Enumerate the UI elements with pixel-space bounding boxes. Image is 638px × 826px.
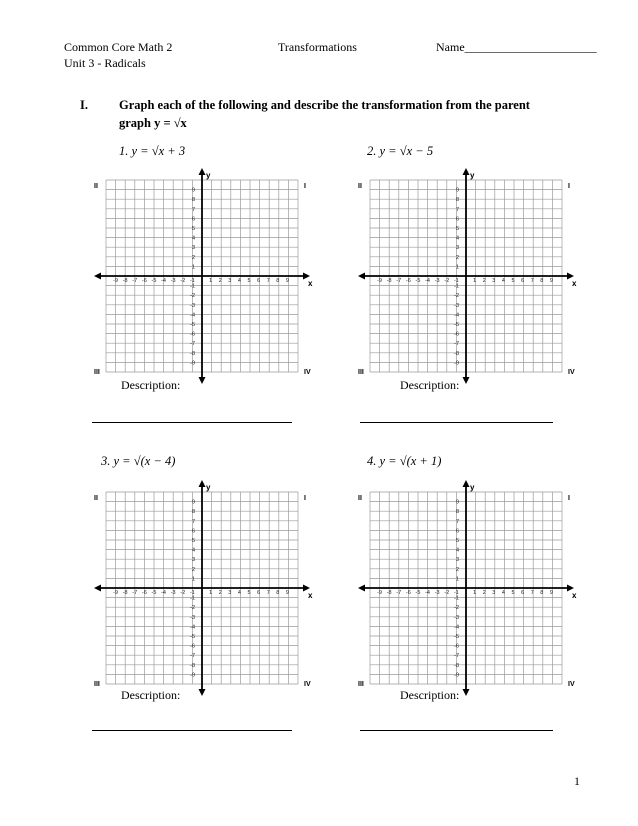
y-tick-label: -4: [454, 312, 459, 319]
x-tick-label: -3: [434, 590, 440, 596]
x-tick-label: 3: [228, 590, 232, 596]
quadrant-label: I: [568, 183, 570, 190]
y-axis-label: y: [470, 171, 475, 180]
problem-4-label: 4. y = √(x + 1): [367, 454, 442, 468]
y-tick-label: -9: [454, 360, 459, 367]
x-tick-label: -5: [151, 278, 157, 284]
x-tick-label: 9: [285, 590, 289, 596]
x-tick-label: 2: [218, 278, 222, 284]
y-tick-label: 4: [455, 547, 459, 554]
problem-1-answer-line[interactable]: [92, 422, 292, 423]
y-tick-label: -8: [454, 662, 459, 669]
x-tick-label: 6: [257, 590, 261, 596]
y-tick-label: -9: [190, 672, 195, 679]
quadrant-label: II: [94, 183, 98, 190]
y-axis-arrow-up: [463, 168, 470, 175]
x-tick-label: 8: [540, 590, 544, 596]
y-tick-label: -6: [190, 643, 195, 650]
problem-2-label: 2. y = √x − 5: [367, 144, 434, 158]
y-tick-label: -3: [190, 614, 195, 621]
x-axis-label: x: [572, 591, 577, 600]
x-axis-arrow-left: [94, 273, 101, 280]
y-tick-label: -7: [454, 341, 459, 348]
quadrant-label: II: [358, 495, 362, 502]
y-tick-label: 5: [455, 226, 459, 232]
quadrant-label: II: [94, 495, 98, 502]
x-tick-label: -6: [141, 590, 147, 596]
x-tick-label: 5: [511, 590, 515, 596]
x-tick-label: 4: [237, 590, 241, 596]
section-title-line2: graph y = √x: [119, 116, 187, 130]
y-tick-label: 5: [191, 226, 195, 232]
graph-grid-3[interactable]: [92, 482, 313, 688]
quadrant-label: I: [304, 495, 306, 502]
y-tick-label: -7: [190, 653, 195, 660]
y-tick-label: 3: [191, 557, 195, 564]
y-tick-label: 4: [191, 547, 195, 554]
x-tick-label: -4: [425, 278, 430, 284]
x-tick-label: -8: [122, 590, 128, 596]
quadrant-label: IV: [304, 369, 311, 376]
x-tick-label: 2: [482, 590, 486, 596]
problem-2-answer-line[interactable]: [360, 422, 553, 423]
x-tick-label: -4: [161, 278, 166, 284]
x-tick-label: 4: [501, 590, 505, 596]
x-tick-label: -2: [180, 278, 186, 284]
y-axis-arrow-down: [463, 377, 470, 384]
problem-1-label: 1. y = √x + 3: [119, 144, 186, 158]
y-tick-label: 8: [455, 197, 459, 204]
x-tick-label: 5: [511, 278, 515, 284]
y-tick-label: 2: [191, 254, 195, 261]
y-axis-label: y: [206, 171, 211, 180]
x-axis-label: x: [572, 279, 577, 288]
x-tick-label: 2: [218, 590, 222, 596]
y-tick-label: 3: [455, 245, 459, 252]
quadrant-label: III: [358, 681, 364, 688]
quadrant-label: I: [568, 495, 570, 502]
y-tick-label: -3: [454, 302, 459, 309]
x-tick-label: -7: [396, 590, 402, 596]
x-tick-label: -6: [141, 278, 147, 284]
x-tick-label: -1: [189, 590, 195, 596]
x-tick-label: -5: [415, 278, 421, 284]
y-tick-label: -3: [190, 302, 195, 309]
quadrant-label: III: [94, 369, 100, 376]
y-tick-label: -5: [454, 634, 459, 640]
quadrant-label: II: [358, 183, 362, 190]
graph-grid-1[interactable]: [92, 170, 313, 376]
y-tick-label: -9: [454, 672, 459, 679]
y-axis-arrow-down: [463, 689, 470, 696]
x-tick-label: -7: [132, 590, 138, 596]
y-tick-label: 3: [191, 245, 195, 252]
x-tick-label: 7: [530, 278, 534, 284]
y-tick-label: 1: [455, 576, 459, 583]
y-tick-label: -2: [190, 293, 195, 300]
quadrant-label: III: [94, 681, 100, 688]
y-tick-label: -6: [190, 331, 195, 338]
x-tick-label: 1: [473, 278, 477, 284]
y-tick-label: -2: [190, 605, 195, 612]
problem-3-answer-line[interactable]: [92, 730, 292, 731]
x-axis-arrow-left: [358, 585, 365, 592]
unit-title: Unit 3 - Radicals: [64, 56, 146, 70]
problem-4-description-label: Description:: [400, 688, 460, 702]
y-tick-label: 6: [455, 528, 459, 535]
y-tick-label: -5: [454, 322, 459, 328]
topic-title: Transformations: [278, 40, 357, 54]
section-title: [119, 96, 569, 132]
y-axis-arrow-up: [199, 480, 206, 487]
y-axis-arrow-up: [463, 480, 470, 487]
y-tick-label: -8: [454, 350, 459, 357]
x-axis-label: x: [308, 279, 313, 288]
y-tick-label: 4: [455, 235, 459, 242]
y-tick-label: -2: [454, 293, 459, 300]
problem-2-description-label: Description:: [400, 378, 460, 392]
x-tick-label: 3: [228, 278, 232, 284]
y-tick-label: -5: [190, 634, 195, 640]
y-tick-label: 9: [191, 499, 195, 506]
y-tick-label: -6: [454, 331, 459, 338]
x-tick-label: 9: [285, 278, 289, 284]
section-title-line1: Graph each of the following and describe the transformation from the parent: [119, 98, 530, 112]
x-tick-label: 5: [247, 278, 251, 284]
y-tick-label: -8: [190, 350, 195, 357]
y-tick-label: -7: [454, 653, 459, 660]
x-tick-label: -1: [453, 278, 459, 284]
section-number: I.: [80, 98, 88, 112]
y-tick-label: 9: [455, 187, 459, 194]
y-tick-label: 6: [191, 528, 195, 535]
y-tick-label: -1: [454, 283, 459, 290]
y-tick-label: -8: [190, 662, 195, 669]
x-tick-label: 6: [257, 278, 261, 284]
x-tick-label: -8: [122, 278, 128, 284]
y-axis-arrow-down: [199, 377, 206, 384]
x-tick-label: -8: [386, 590, 392, 596]
x-tick-label: 4: [501, 278, 505, 284]
x-tick-label: -9: [113, 590, 118, 596]
x-tick-label: 7: [266, 278, 270, 284]
x-tick-label: -2: [180, 590, 186, 596]
x-tick-label: -3: [170, 590, 176, 596]
y-tick-label: -1: [190, 283, 195, 290]
problem-3-label: 3. y = √(x − 4): [101, 454, 176, 468]
x-axis-arrow-left: [358, 273, 365, 280]
x-tick-label: 2: [482, 278, 486, 284]
x-tick-label: -6: [405, 278, 411, 284]
quadrant-label: IV: [568, 681, 575, 688]
problem-1-description-label: Description:: [121, 378, 181, 392]
quadrant-label: IV: [304, 681, 311, 688]
x-tick-label: 7: [266, 590, 270, 596]
x-tick-label: -3: [434, 278, 440, 284]
y-tick-label: -7: [190, 341, 195, 348]
quadrant-label: I: [304, 183, 306, 190]
y-tick-label: 3: [455, 557, 459, 564]
x-tick-label: 3: [492, 590, 496, 596]
y-tick-label: -2: [454, 605, 459, 612]
x-tick-label: -4: [161, 590, 166, 596]
y-tick-label: -5: [190, 322, 195, 328]
graph-grid-4[interactable]: [356, 482, 577, 688]
x-axis-arrow-left: [94, 585, 101, 592]
x-tick-label: -5: [151, 590, 157, 596]
y-tick-label: -1: [190, 595, 195, 602]
course-title: Common Core Math 2: [64, 40, 173, 54]
x-tick-label: 1: [473, 590, 477, 596]
y-tick-label: 6: [191, 216, 195, 223]
x-tick-label: -2: [444, 590, 450, 596]
y-tick-label: 8: [455, 509, 459, 516]
quadrant-label: III: [358, 369, 364, 376]
x-tick-label: 4: [237, 278, 241, 284]
x-tick-label: -2: [444, 278, 450, 284]
y-axis-arrow-down: [199, 689, 206, 696]
y-tick-label: 1: [191, 576, 195, 583]
x-tick-label: -3: [170, 278, 176, 284]
y-tick-label: 2: [455, 254, 459, 261]
y-tick-label: -6: [454, 643, 459, 650]
y-tick-label: 7: [191, 518, 195, 525]
x-tick-label: 5: [247, 590, 251, 596]
x-tick-label: -9: [113, 278, 118, 284]
graph-grid-2[interactable]: [356, 170, 577, 376]
x-tick-label: 3: [492, 278, 496, 284]
x-tick-label: 8: [540, 278, 544, 284]
page-number: 1: [574, 774, 580, 788]
y-tick-label: 8: [191, 197, 195, 204]
y-tick-label: 2: [455, 566, 459, 573]
y-tick-label: 8: [191, 509, 195, 516]
x-tick-label: -1: [453, 590, 459, 596]
x-tick-label: 6: [521, 590, 525, 596]
y-tick-label: 7: [455, 206, 459, 213]
x-tick-label: 1: [209, 590, 213, 596]
y-tick-label: 6: [455, 216, 459, 223]
x-tick-label: -5: [415, 590, 421, 596]
x-tick-label: -9: [377, 278, 382, 284]
y-tick-label: 1: [191, 264, 195, 271]
y-tick-label: 1: [455, 264, 459, 271]
x-tick-label: 8: [276, 590, 280, 596]
y-tick-label: 7: [455, 518, 459, 525]
x-tick-label: -8: [386, 278, 392, 284]
y-tick-label: -4: [454, 624, 459, 631]
y-tick-label: -4: [190, 624, 195, 631]
y-axis-arrow-up: [199, 168, 206, 175]
x-tick-label: 7: [530, 590, 534, 596]
quadrant-label: IV: [568, 369, 575, 376]
problem-3-description-label: Description:: [121, 688, 181, 702]
x-tick-label: -9: [377, 590, 382, 596]
x-tick-label: 1: [209, 278, 213, 284]
y-tick-label: 9: [191, 187, 195, 194]
x-tick-label: 9: [549, 590, 553, 596]
x-tick-label: 9: [549, 278, 553, 284]
x-tick-label: -1: [189, 278, 195, 284]
y-tick-label: 2: [191, 566, 195, 573]
x-tick-label: -7: [132, 278, 138, 284]
y-tick-label: -9: [190, 360, 195, 367]
y-tick-label: -3: [454, 614, 459, 621]
y-axis-label: y: [470, 483, 475, 492]
y-tick-label: 4: [191, 235, 195, 242]
y-tick-label: 5: [191, 538, 195, 544]
x-tick-label: -6: [405, 590, 411, 596]
x-tick-label: 8: [276, 278, 280, 284]
y-tick-label: 5: [455, 538, 459, 544]
y-tick-label: 9: [455, 499, 459, 506]
y-axis-label: y: [206, 483, 211, 492]
x-axis-label: x: [308, 591, 313, 600]
problem-4-answer-line[interactable]: [360, 730, 553, 731]
y-tick-label: -1: [454, 595, 459, 602]
x-tick-label: 6: [521, 278, 525, 284]
y-tick-label: -4: [190, 312, 195, 319]
y-tick-label: 7: [191, 206, 195, 213]
x-tick-label: -7: [396, 278, 402, 284]
name-field[interactable]: Name______________________: [436, 40, 597, 54]
x-tick-label: -4: [425, 590, 430, 596]
